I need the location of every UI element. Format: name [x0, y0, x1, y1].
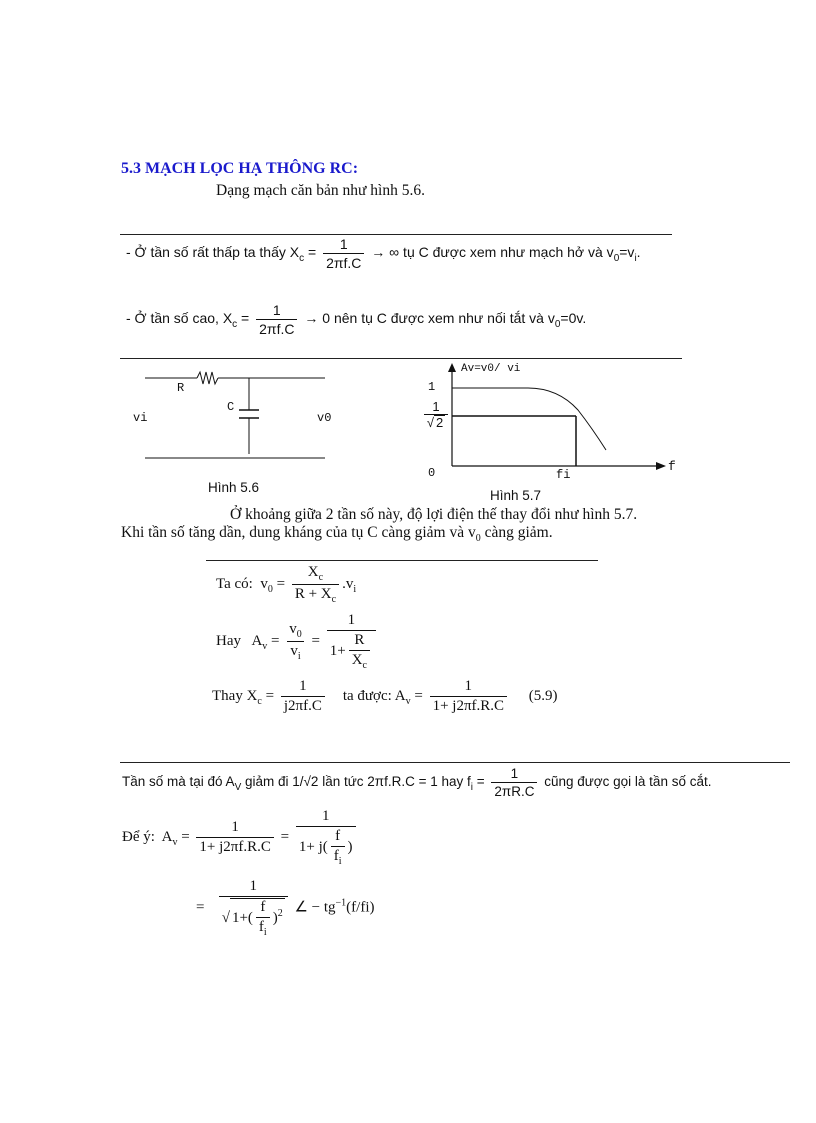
response-curve — [452, 388, 606, 450]
figure-5-7-caption: Hình 5.7 — [490, 488, 542, 503]
cutoff-frequency-line-text: Tần số mà tại đó $A_V$ giảm đi 1/√2 lần tức 2πf.R.C = 1 hay $f_i$ = $\frac{1}{2\pi R.C}$ cũng được gọi là tần số cắt. — [122, 766, 712, 799]
x-axis-arrow — [656, 462, 666, 470]
graph-x-label: f — [668, 459, 676, 474]
resistor-label: R — [177, 381, 185, 395]
high-frequency-fraction: $\frac{1}{2\pi f.C}$ — [256, 302, 297, 337]
equation-note: Để ý: $A_v$ = $\frac{1}{1+ j2\pi f.R.C}$ = 1 1+ j( $\frac{f}{f_i}$ ) — [122, 808, 359, 867]
equation-thay: Thay $X_c$ = $\frac{1}{j2\pi f.C}$ ta được: $A_v$ = $\frac{1}{1+ j2\pi f.R.C}$ (5.9) — [212, 678, 558, 714]
divider-2 — [120, 358, 682, 359]
equation-number: (5.9) — [528, 687, 558, 704]
section-heading: 5.3 MẠCH LỌC HẠ THÔNG RC: — [121, 160, 359, 177]
divider-3 — [206, 560, 598, 561]
rc-circuit-diagram — [125, 366, 345, 476]
divider-1 — [120, 234, 672, 235]
equation-hay: Hay $A_v$ = $\frac{v_0}{v_i}$ = 1 1+ $\frac{R}{X_c}$ — [216, 612, 379, 671]
tick-zero: 0 — [428, 466, 436, 480]
capacitor-label: C — [227, 400, 235, 414]
paragraph-2-line-1: Ở khoảng giữa 2 tần số này, độ lợi điện thế thay đổi như hình 5.7. — [230, 506, 638, 523]
divider-4 — [120, 762, 790, 763]
tick-inverse-sqrt2: 1 √ 2 — [424, 400, 448, 430]
equation-taco: Ta có: $v_0$ = $\frac{X_c}{R + X_c}$ $.v_i$ — [216, 564, 357, 605]
figure-5-6-caption: Hình 5.6 — [208, 480, 260, 495]
paragraph-2-line-2: Khi tần số tăng dần, dung kháng của tụ C càng giảm và $v_0$ càng giảm. — [121, 524, 553, 545]
intro-text: Dạng mạch căn bản như hình 5.6. — [216, 182, 425, 199]
input-voltage-label: vi — [133, 411, 148, 425]
equation-magnitude-phase: = 1 √ 1+( $\frac{f}{f_i}$ )$^2$ ∠ − $tg^{-1}(f/fi)$ — [196, 878, 375, 938]
graph-y-label: Av=v0/ vi — [461, 363, 521, 375]
tick-one: 1 — [428, 380, 436, 394]
output-voltage-label: v0 — [317, 411, 332, 425]
resistor-symbol — [197, 372, 218, 384]
frequency-response-graph — [420, 360, 680, 490]
high-frequency-line: - Ở tần số cao, $X_c$ = $\frac{1}{2\pi f.C}$ → 0 nên tụ C được xem như nối tắt và $v_0=0v$. — [126, 302, 587, 337]
low-frequency-fraction: $\frac{1}{2\pi f.C}$ — [323, 236, 364, 271]
y-axis-arrow — [448, 363, 456, 372]
low-frequency-line: - Ở tần số rất thấp ta thấy $X_c$ = $\frac{1}{2\pi f.C}$ → ∞ tụ C được xem như mạch hở và $v_0=v_i$. — [126, 236, 641, 271]
cutoff-frequency-label: fi — [556, 468, 571, 482]
